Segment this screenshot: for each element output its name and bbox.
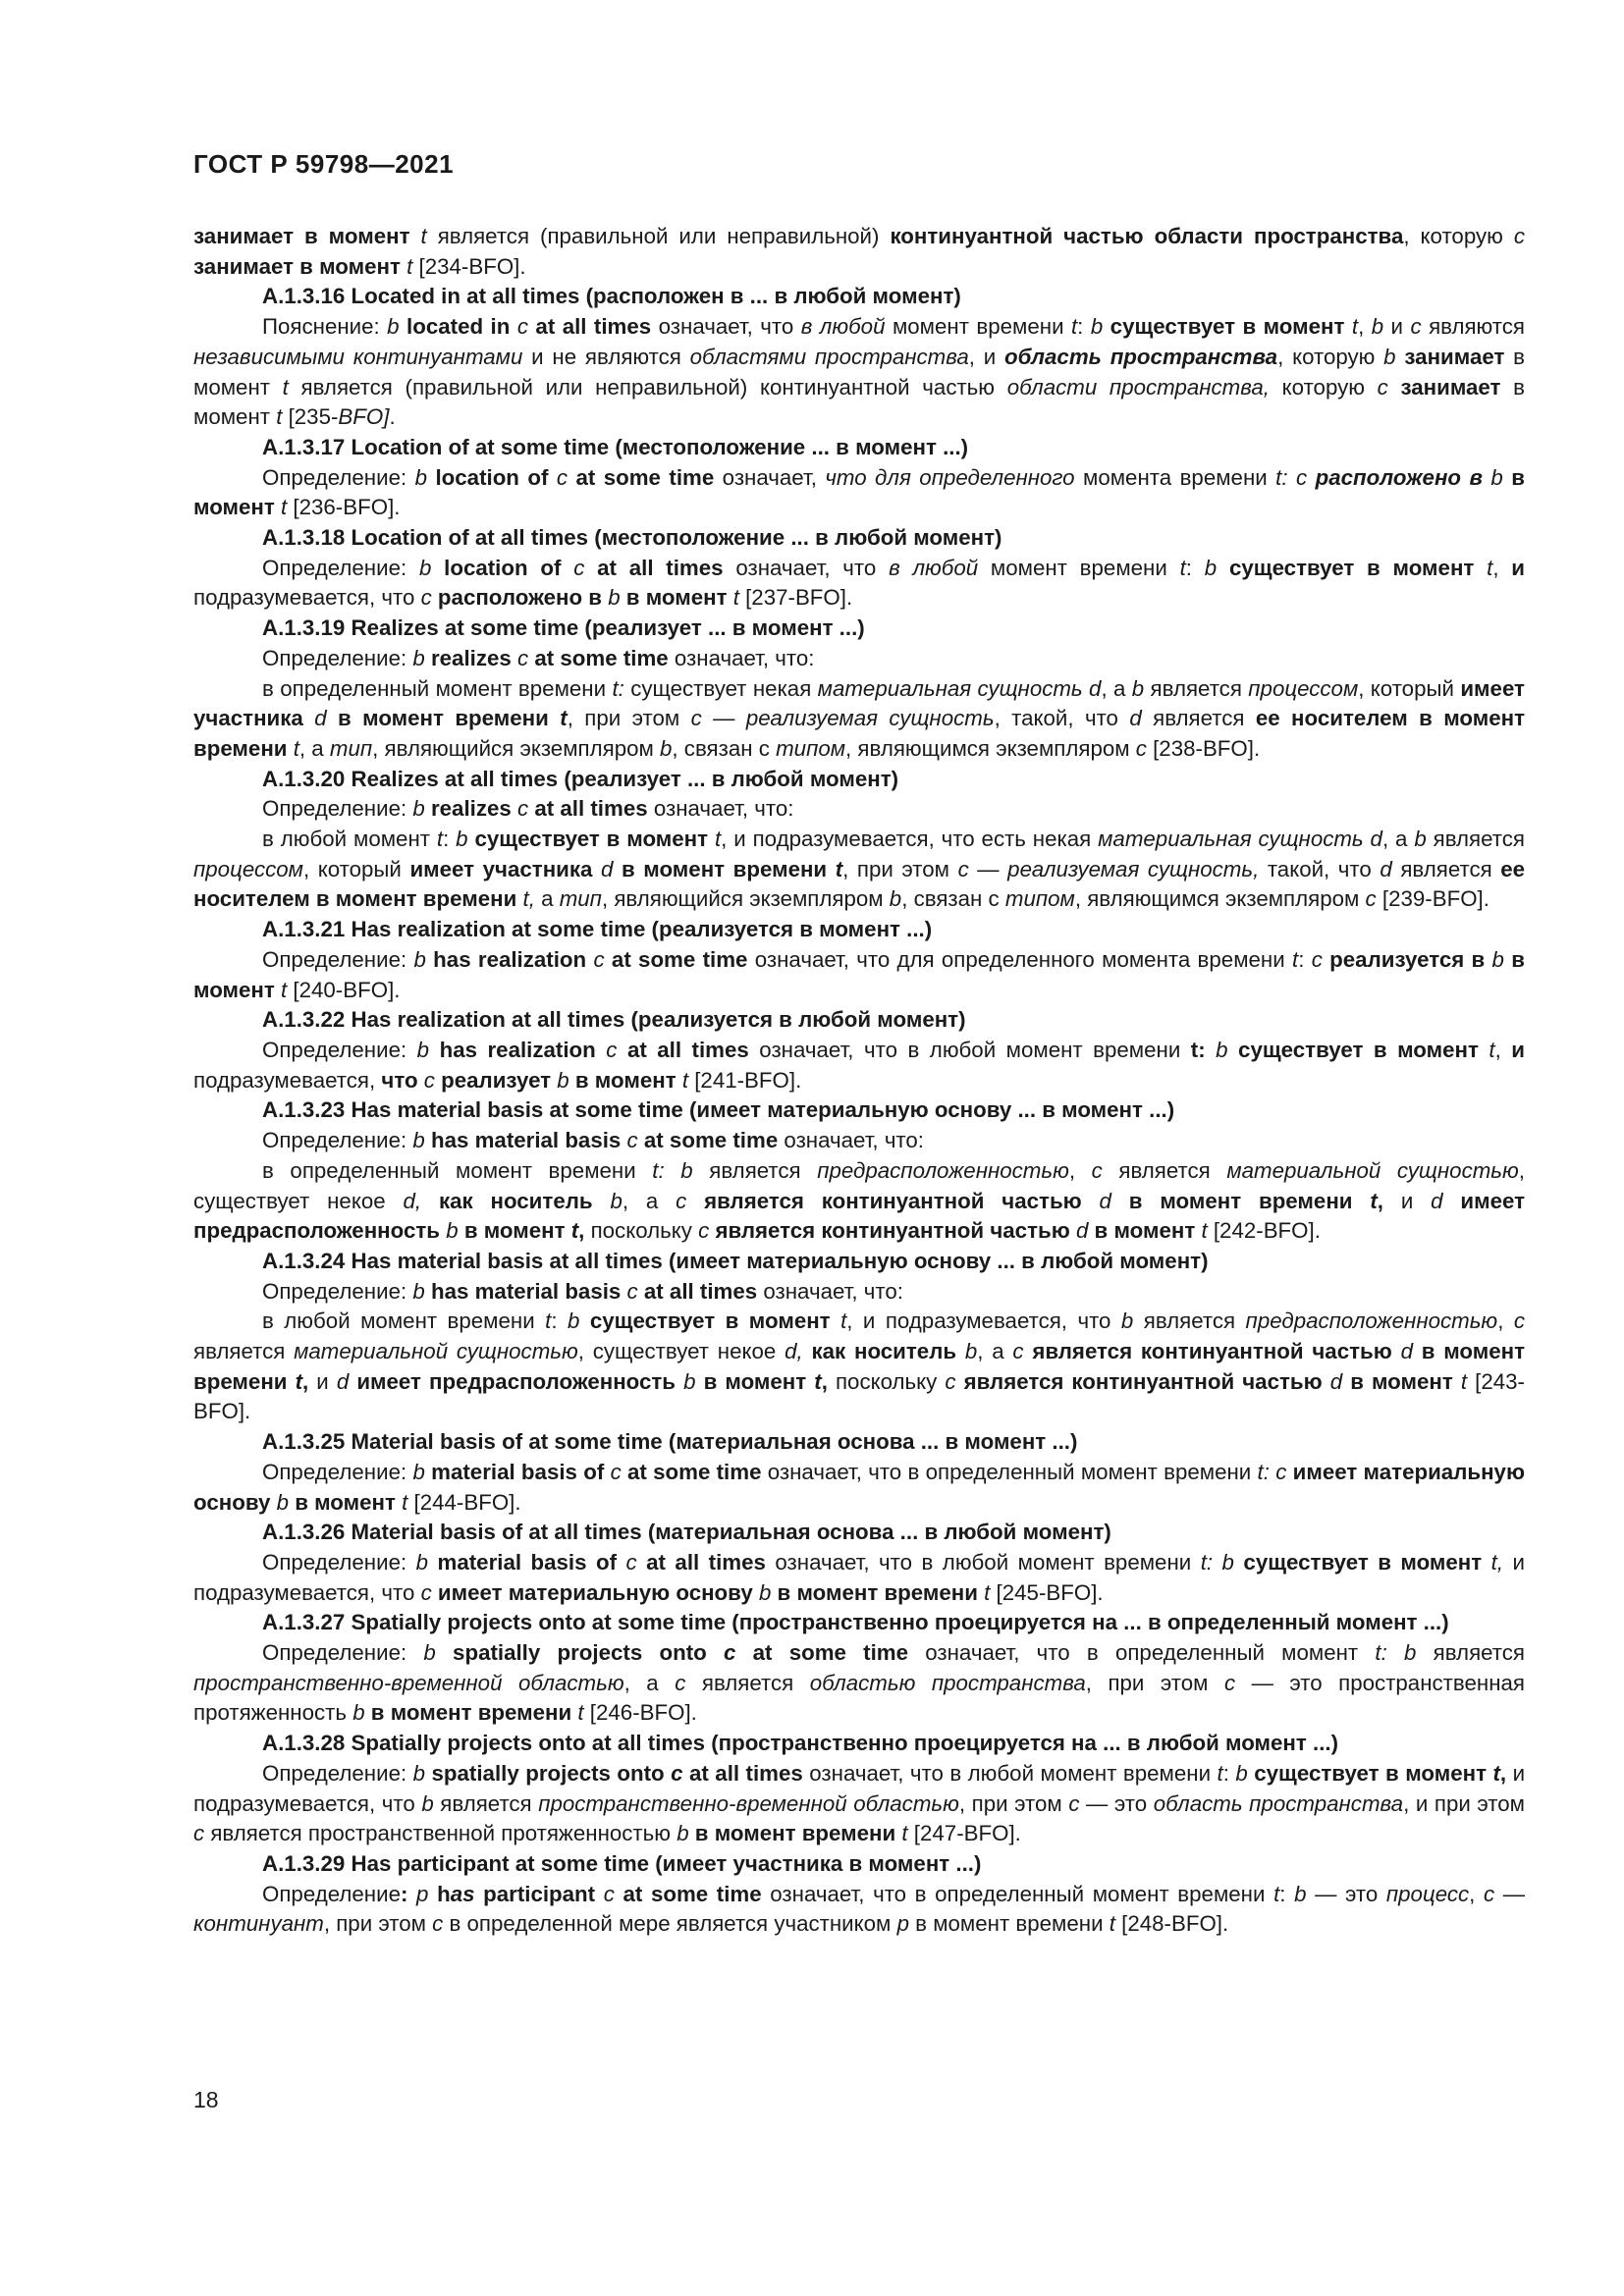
body-paragraph: Определение: b realizes c at all times означает, что: — [262, 796, 794, 822]
body-paragraph: в определенный момент времени t: существует некая материальная сущность d, а b является процессом, который имеет участника d в момент времени t, при этом c — реализуемая сущность, такой, что d является ее носителем в момент времени t, а тип, являющийся экземпляром b, связан с типом, являющимся экземпляром c [238-BFO]. — [193, 675, 1526, 761]
section-heading: А.1.3.18 Location of at all times (местоположение ... в любой момент) — [262, 525, 1002, 551]
body-paragraph: в любой момент t: b существует в момент t, и подразумевается, что есть некая материальная сущность d, а b является процессом, который имеет участника d в момент времени t, при этом c — реализуемая сущность, такой, что d является ее носителем в момент времени t, а тип, являющийся экземпляром b, связан с типом, являющимся экземпляром c [239-BFO]. — [193, 827, 1526, 912]
section-heading: А.1.3.24 Has material basis at all times (имеет материальную основу ... в любой момент) — [262, 1248, 1209, 1273]
body-paragraph: Определение: b realizes c at some time означает, что: — [262, 645, 815, 670]
page-content — [193, 222, 1525, 1940]
body-paragraph: в любой момент времени t: b существует в момент t, и подразумевается, что b является предрасположенностью, c является материальной сущностью, существует некое d, как носитель b, а c является континуантной частью d в момент времени t, и d имеет предрасположенность b в момент t, поскольку c является континуантной частью d в момент t [243-BFO]. — [193, 1308, 1526, 1424]
body-paragraph: Определение: p has participant c at some time означает, что в определенный момент времени t: b — это процесс, c — континуант, при этом c в определенной мере является участником p в момент времени t [248-BFO]. — [193, 1881, 1526, 1937]
body-paragraph: Определение: b spatially projects onto c at some time означает, что в определенный момент t: b является пространственно-временной областью, а c является областью пространства, при этом c — это пространственная протяженность b в момент времени t [246-BFO]. — [193, 1640, 1525, 1726]
section-heading: А.1.3.22 Has realization at all times (реализуется в любой момент) — [262, 1007, 966, 1033]
page-number: 18 — [193, 2087, 219, 2112]
section-heading: А.1.3.17 Location of at some time (местоположение ... в момент ...) — [262, 434, 969, 459]
body-paragraph: в определенный момент времени t: b является предрасположенностью, c является материальной сущностью, существует некое d, как носитель b, а c является континуантной частью d в момент времени t, и d имеет предрасположенность b в момент t, поскольку c является континуантной частью d в момент t [242-BFO]. — [193, 1157, 1526, 1244]
body-paragraph: Пояснение: b located in c at all times означает, что в любой момент времени t: b существует в момент t, b и c являются независимыми континуантами и не являются областями пространства, и область пространства, которую b занимает в момент t является (правильной или неправильной) континуантной частью области пространства, которую c занимает в момент t [235-BFO]. — [193, 314, 1526, 430]
section-heading: А.1.3.26 Material basis of at all times (материальная основа ... в любой момент) — [262, 1520, 1111, 1545]
section-heading: А.1.3.19 Realizes at some time (реализует ... в момент ...) — [262, 615, 865, 641]
body-paragraph: Определение: b spatially projects onto c at all times означает, что в любой момент времени t: b существует в момент t, и подразумевается, что b является пространственно-временной областью, при этом c — это область пространства, и при этом c является пространственной протяженностью b в момент времени t [247-BFO]. — [193, 1760, 1526, 1846]
body-paragraph: Определение: b material basis of c at some time означает, что в определенный момент времени t: c имеет материальную основу b в момент t [244-BFO]. — [193, 1459, 1525, 1515]
body-paragraph: Определение: b has material basis c at some time означает, что: — [262, 1128, 924, 1153]
section-heading: А.1.3.27 Spatially projects onto at some time (пространственно проецируется на ... в определенный момент ...) — [262, 1610, 1449, 1635]
body-paragraph: Определение: b has realization c at all times означает, что в любой момент времени t: b существует в момент t, и подразумевается, что c реализует b в момент t [241-BFO]. — [193, 1037, 1525, 1093]
section-heading: А.1.3.16 Located in at all times (расположен в ... в любой момент) — [262, 284, 961, 309]
section-heading: А.1.3.20 Realizes at all times (реализует ... в любой момент) — [262, 766, 899, 791]
body-paragraph: Определение: b location of c at some time означает, что для определенного момента времени t: c расположено в b в момент t [236-BFO]. — [193, 464, 1525, 520]
section-heading: А.1.3.25 Material basis of at some time (материальная основа ... в момент ...) — [262, 1429, 1078, 1455]
section-heading: А.1.3.21 Has realization at some time (реализуется в момент ...) — [262, 917, 933, 942]
body-paragraph: занимает в момент t является (правильной или неправильной) континуантной частью области пространства, которую c занимает в момент t [234-BFO]. — [193, 224, 1525, 279]
standard-header: ГОСТ Р 59798—2021 — [193, 149, 455, 179]
body-paragraph: Определение: b has realization c at some time означает, что для определенного момента времени t: c реализуется в b в момент t [240-BFO]. — [193, 946, 1525, 1002]
body-paragraph: Определение: b has material basis c at all times означает, что: — [262, 1278, 903, 1304]
section-heading: А.1.3.23 Has material basis at some time (имеет материальную основу ... в момент ...) — [262, 1097, 1175, 1123]
section-heading: А.1.3.28 Spatially projects onto at all times (пространственно проецируется на ... в любой момент ...) — [262, 1731, 1339, 1756]
section-heading: А.1.3.29 Has participant at some time (имеет участника в момент ...) — [262, 1850, 982, 1876]
body-paragraph: Определение: b location of c at all times означает, что в любой момент времени t: b существует в момент t, и подразумевается, что c расположено в b в момент t [237-BFO]. — [193, 555, 1526, 611]
body-paragraph: Определение: b material basis of c at all times означает, что в любой момент времени t: b существует в момент t, и подразумевается, что c имеет материальную основу b в момент времени t [245-BFO]. — [193, 1549, 1525, 1605]
